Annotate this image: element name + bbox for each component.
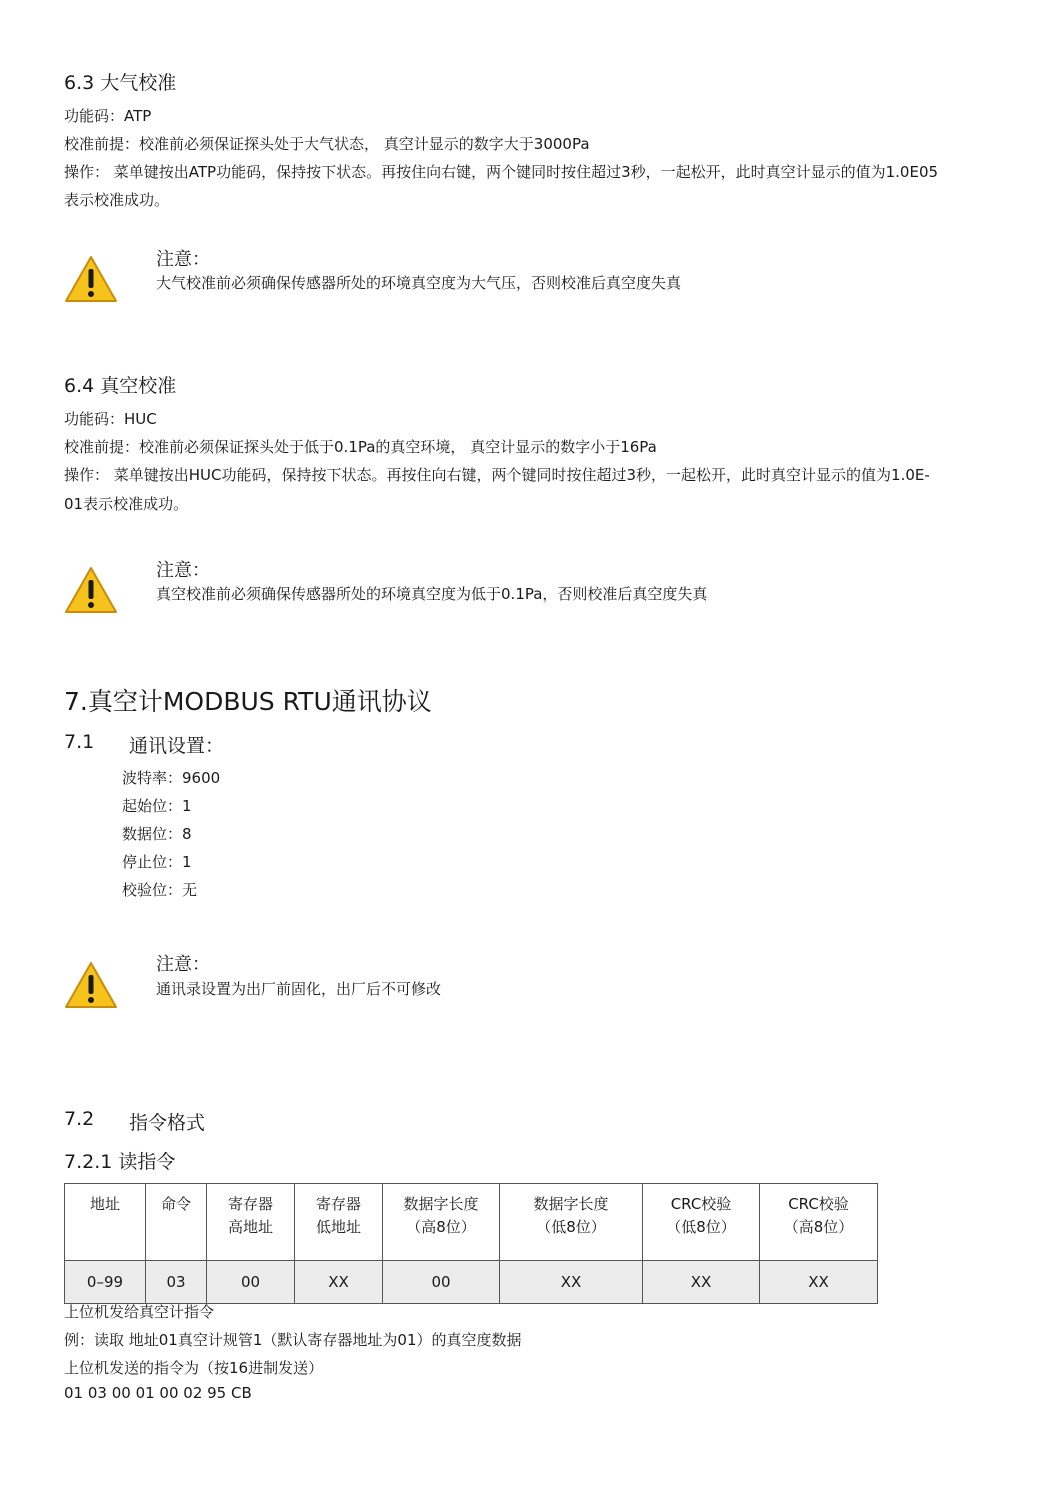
header-data-length-high: 数据字长度 （高8位）	[383, 1184, 500, 1261]
section-7-2-title: 指令格式	[129, 1112, 206, 1134]
after-table-line1: 上位机发给真空计指令	[64, 1303, 215, 1321]
table-cell: XX	[760, 1261, 878, 1304]
s71-note-title: 注意：	[156, 954, 210, 975]
header-register-high: 寄存器 高地址	[207, 1184, 295, 1261]
setting-start-bit: 起始位：1	[122, 797, 192, 815]
header-data-length-low: 数据字长度 （低8位）	[500, 1184, 643, 1261]
table-cell: 0–99	[65, 1261, 146, 1304]
s71-note-text: 通讯录设置为出厂前固化，出厂后不可修改	[156, 980, 442, 998]
section-7-1-title: 通讯设置：	[129, 735, 225, 757]
s63-operation-line2: 表示校准成功。	[64, 191, 170, 209]
table-cell: 00	[207, 1261, 295, 1304]
section-7-title: 7.真空计MODBUS RTU通讯协议	[64, 687, 432, 716]
setting-baud-rate: 波特率：9600	[122, 769, 221, 787]
s64-note-title: 注意：	[156, 560, 210, 581]
table-row	[65, 1261, 878, 1304]
s63-note-text: 大气校准前必须确保传感器所处的环境真空度为大气压，否则校准后真空度失真	[156, 274, 682, 292]
header-command: 命令	[146, 1184, 207, 1261]
setting-parity: 校验位：无	[122, 881, 198, 899]
header-crc-low: CRC校验 （低8位）	[643, 1184, 760, 1261]
setting-stop-bit: 停止位：1	[122, 853, 192, 871]
warning-icon	[64, 960, 118, 1010]
section-6-4-title: 6.4 真空校准	[64, 375, 177, 397]
s64-premise: 校准前提：校准前必须保证探头处于低于0.1Pa的真空环境， 真空计显示的数字小于16Pa	[64, 438, 657, 456]
table-header-row	[65, 1184, 878, 1261]
warning-icon	[64, 565, 118, 615]
header-crc-high: CRC校验 （高8位）	[760, 1184, 878, 1261]
section-7-2-1-title: 7.2.1 读指令	[64, 1151, 176, 1173]
s63-function-code: 功能码：ATP	[64, 107, 152, 125]
table-cell: XX	[643, 1261, 760, 1304]
s63-premise: 校准前提：校准前必须保证探头处于大气状态， 真空计显示的数字大于3000Pa	[64, 135, 590, 153]
section-7-2-number: 7.2	[64, 1108, 95, 1130]
s64-function-code: 功能码：HUC	[64, 410, 157, 428]
after-table-line3: 上位机发送的指令为（按16进制发送）	[64, 1359, 324, 1377]
s64-note-text: 真空校准前必须确保传感器所处的环境真空度为低于0.1Pa，否则校准后真空度失真	[156, 585, 708, 603]
table-cell: 03	[146, 1261, 207, 1304]
section-7-1-number: 7.1	[64, 731, 95, 753]
section-6-3-title: 6.3 大气校准	[64, 72, 177, 94]
s63-operation-line1: 操作： 菜单键按出ATP功能码，保持按下状态。再按住向右键，两个键同时按住超过3秒，一起松开，此时真空计显示的值为1.0E05	[64, 163, 939, 181]
table-cell: 00	[383, 1261, 500, 1304]
command-hex-bytes: 01 03 00 01 00 02 95 CB	[64, 1384, 252, 1402]
after-table-line2: 例：读取 地址01真空计规管1（默认寄存器地址为01）的真空度数据	[64, 1331, 522, 1349]
s64-operation-line1: 操作： 菜单键按出HUC功能码，保持按下状态。再按住向右键，两个键同时按住超过3秒，一起松开，此时真空计显示的值为1.0E-	[64, 466, 930, 484]
header-register-low: 寄存器 低地址	[295, 1184, 383, 1261]
warning-icon	[64, 254, 118, 304]
table-cell: XX	[500, 1261, 643, 1304]
read-command-table	[64, 1183, 878, 1304]
setting-data-bits: 数据位：8	[122, 825, 192, 843]
s64-operation-line2: 01表示校准成功。	[64, 495, 189, 513]
header-address: 地址	[65, 1184, 146, 1261]
table-cell: XX	[295, 1261, 383, 1304]
s63-note-title: 注意：	[156, 249, 210, 270]
